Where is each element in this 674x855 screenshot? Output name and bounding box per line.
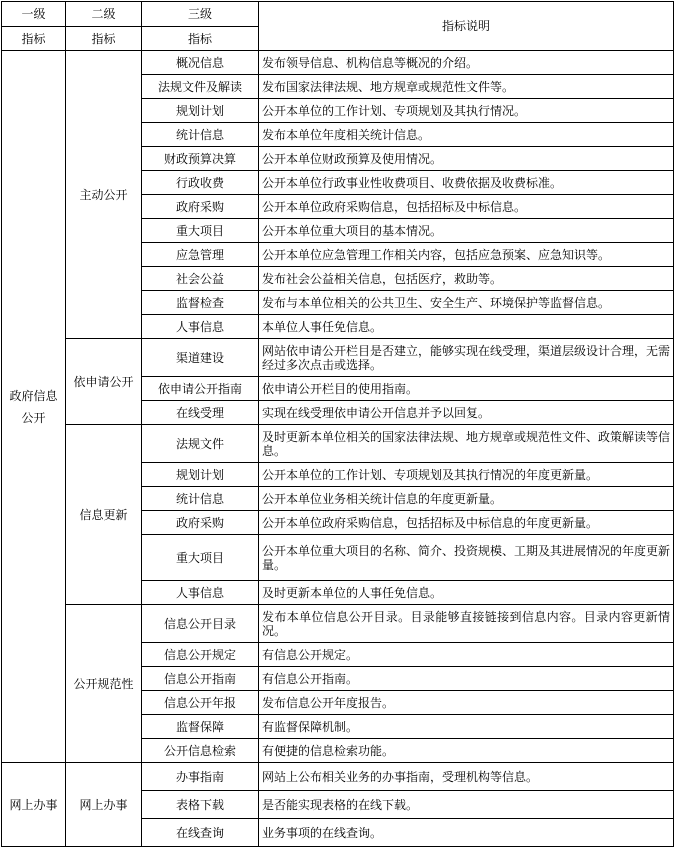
- description-cell: 发布本单位信息公开目录。目录能够直接链接到信息内容。目录内容更新情况。: [259, 605, 674, 643]
- level3-cell: 重大项目: [142, 535, 259, 581]
- table-row: [2, 339, 674, 377]
- description-cell: 公开本单位应急管理工作相关内容，包括应急预案、应急知识等。: [259, 243, 674, 267]
- level3-cell: 法规文件及解读: [142, 75, 259, 99]
- level3-cell: 人事信息: [142, 315, 259, 339]
- description-cell: 公开本单位的工作计划、专项规划及其执行情况的年度更新量。: [259, 463, 674, 487]
- header-level1-top: 一级: [2, 2, 66, 27]
- description-cell: 实现在线受理依申请公开信息并予以回复。: [259, 401, 674, 425]
- level3-cell: 办事指南: [142, 763, 259, 791]
- description-cell: 及时更新本单位相关的国家法律法规、地方规章或规范性文件、政策解读等信息。: [259, 425, 674, 463]
- description-cell: 网站依申请公开栏目是否建立，能够实现在线受理，渠道层级设计合理，无需经过多次点击或选择。: [259, 339, 674, 377]
- description-cell: 公开本单位业务相关统计信息的年度更新量。: [259, 487, 674, 511]
- description-cell: 网站上公布相关业务的办事指南，受理机构等信息。: [259, 763, 674, 791]
- description-cell: 公开本单位重大项目的基本情况。: [259, 219, 674, 243]
- level1-cell: 网上办事: [2, 763, 66, 847]
- description-cell: 发布信息公开年度报告。: [259, 691, 674, 715]
- description-cell: 及时更新本单位的人事任免信息。: [259, 581, 674, 605]
- level3-cell: 统计信息: [142, 123, 259, 147]
- description-cell: 公开本单位财政预算及使用情况。: [259, 147, 674, 171]
- level3-cell: 信息公开目录: [142, 605, 259, 643]
- level3-cell: 公开信息检索: [142, 739, 259, 763]
- description-cell: 业务事项的在线查询。: [259, 819, 674, 847]
- level3-cell: 表格下载: [142, 791, 259, 819]
- level3-cell: 行政收费: [142, 171, 259, 195]
- description-cell: 依申请公开栏目的使用指南。: [259, 377, 674, 401]
- table-row: [2, 425, 674, 463]
- level3-cell: 在线受理: [142, 401, 259, 425]
- level2-cell: 公开规范性: [66, 605, 142, 763]
- indicator-table: [1, 1, 674, 847]
- table-row: [2, 51, 674, 75]
- level3-cell: 信息公开年报: [142, 691, 259, 715]
- level3-cell: 政府采购: [142, 511, 259, 535]
- description-cell: 有便捷的信息检索功能。: [259, 739, 674, 763]
- description-cell: 公开本单位重大项目的名称、简介、投资规模、工期及其进展情况的年度更新量。: [259, 535, 674, 581]
- level2-cell: 信息更新: [66, 425, 142, 605]
- description-cell: 有监督保障机制。: [259, 715, 674, 739]
- level3-cell: 重大项目: [142, 219, 259, 243]
- header-level2-bottom: 指标: [66, 27, 142, 51]
- description-cell: 公开本单位政府采购信息，包括招标及中标信息的年度更新量。: [259, 511, 674, 535]
- description-cell: 有信息公开指南。: [259, 667, 674, 691]
- description-cell: 发布本单位年度相关统计信息。: [259, 123, 674, 147]
- header-level2-top: 二级: [66, 2, 142, 27]
- level3-cell: 在线查询: [142, 819, 259, 847]
- description-cell: 有信息公开规定。: [259, 643, 674, 667]
- header-description: 指标说明: [259, 2, 674, 51]
- level1-cell: 政府信息公开: [2, 51, 66, 763]
- header-level1-bottom: 指标: [2, 27, 66, 51]
- header-level3-bottom: 指标: [142, 27, 259, 51]
- level3-cell: 监督检查: [142, 291, 259, 315]
- level3-cell: 规划计划: [142, 463, 259, 487]
- header-row-1: [2, 2, 674, 27]
- level3-cell: 信息公开规定: [142, 643, 259, 667]
- level2-cell: 网上办事: [66, 763, 142, 847]
- level2-cell: 依申请公开: [66, 339, 142, 425]
- level3-cell: 依申请公开指南: [142, 377, 259, 401]
- level3-cell: 信息公开指南: [142, 667, 259, 691]
- description-cell: 公开本单位的工作计划、专项规划及其执行情况。: [259, 99, 674, 123]
- description-cell: 是否能实现表格的在线下载。: [259, 791, 674, 819]
- level3-cell: 统计信息: [142, 487, 259, 511]
- description-cell: 发布社会公益相关信息，包括医疗，救助等。: [259, 267, 674, 291]
- description-cell: 公开本单位政府采购信息，包括招标及中标信息。: [259, 195, 674, 219]
- description-cell: 发布国家法律法规、地方规章或规范性文件等。: [259, 75, 674, 99]
- level3-cell: 人事信息: [142, 581, 259, 605]
- description-cell: 发布与本单位相关的公共卫生、安全生产、环境保护等监督信息。: [259, 291, 674, 315]
- level3-cell: 规划计划: [142, 99, 259, 123]
- level3-cell: 政府采购: [142, 195, 259, 219]
- level3-cell: 应急管理: [142, 243, 259, 267]
- table-row: [2, 605, 674, 643]
- header-level3-top: 三级: [142, 2, 259, 27]
- level3-cell: 监督保障: [142, 715, 259, 739]
- level2-cell: 主动公开: [66, 51, 142, 339]
- level3-cell: 渠道建设: [142, 339, 259, 377]
- description-cell: 本单位人事任免信息。: [259, 315, 674, 339]
- table-row: [2, 763, 674, 791]
- level3-cell: 财政预算决算: [142, 147, 259, 171]
- level3-cell: 法规文件: [142, 425, 259, 463]
- level3-cell: 概况信息: [142, 51, 259, 75]
- description-cell: 公开本单位行政事业性收费项目、收费依据及收费标准。: [259, 171, 674, 195]
- description-cell: 发布领导信息、机构信息等概况的介绍。: [259, 51, 674, 75]
- level3-cell: 社会公益: [142, 267, 259, 291]
